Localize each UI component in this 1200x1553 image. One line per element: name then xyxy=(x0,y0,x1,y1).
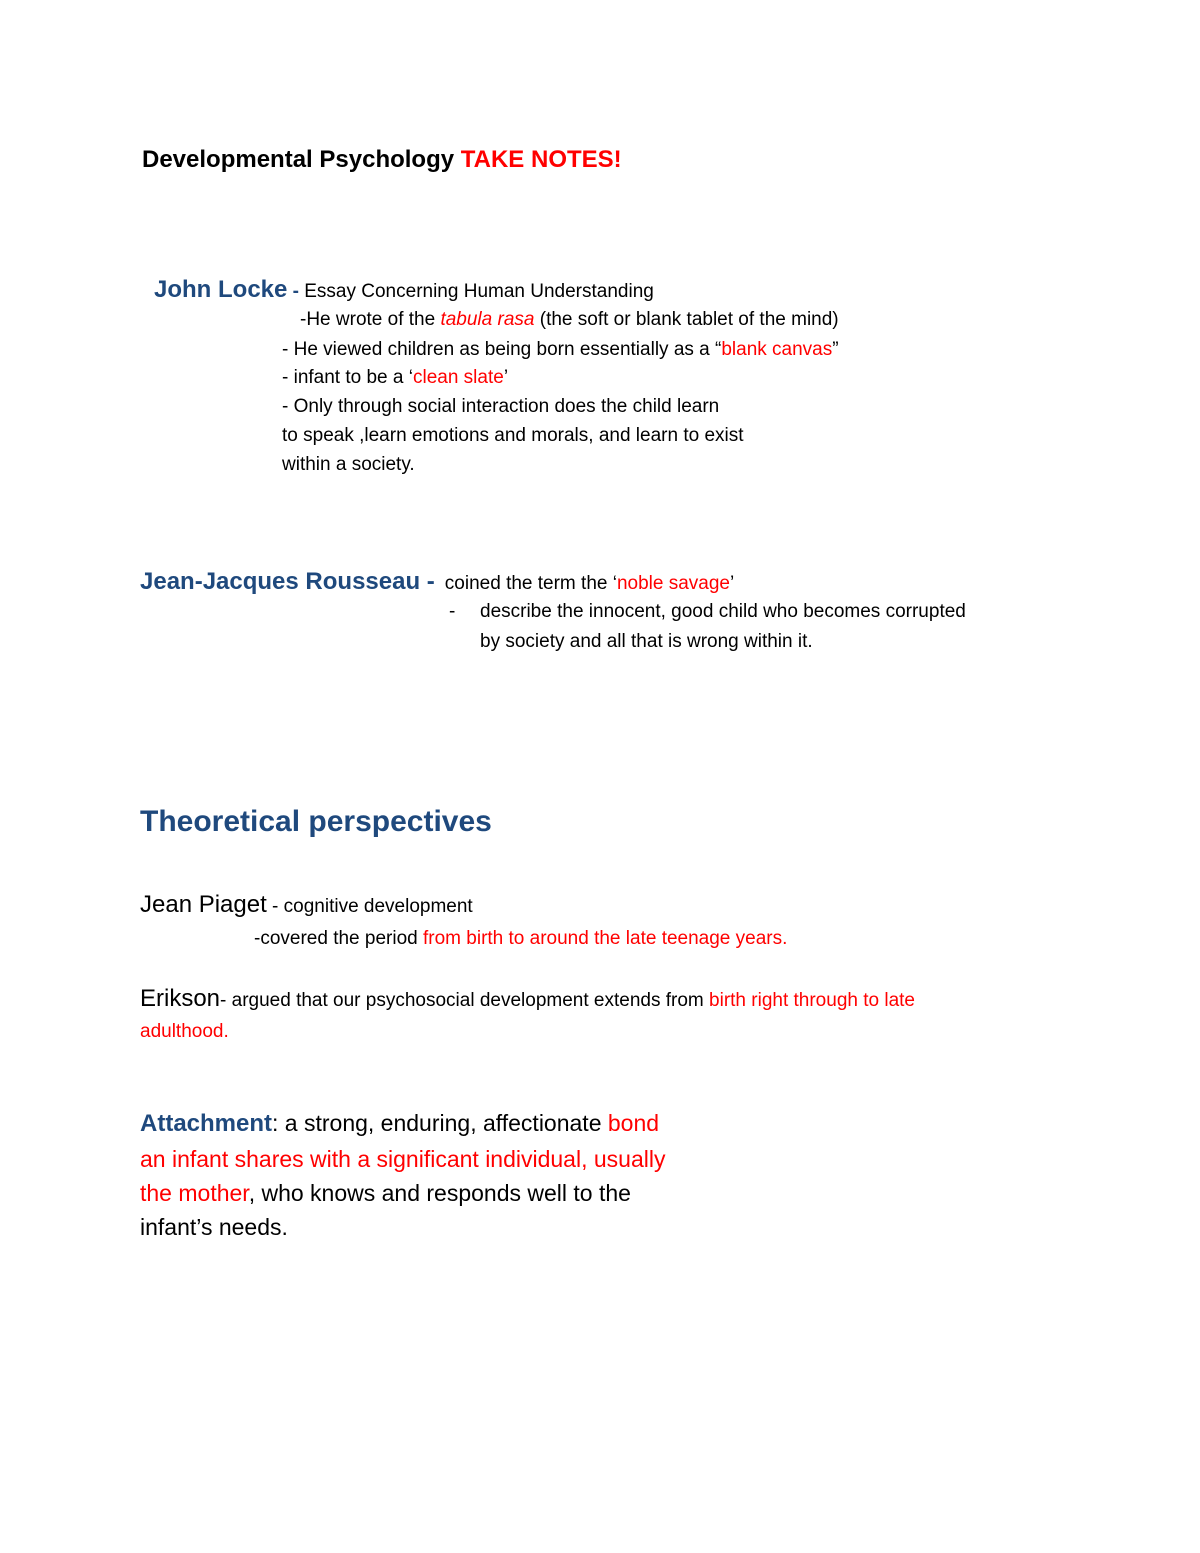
locke-line-1-tail: (the soft or blank tablet of the mind) xyxy=(534,309,839,330)
attachment-line-1-text: : a strong, enduring, affectionate xyxy=(272,1110,608,1136)
locke-line-tabula-rasa xyxy=(300,309,839,332)
locke-term-blank-canvas: blank canvas xyxy=(721,339,833,360)
piaget-line-1-text: -covered the period xyxy=(254,928,423,949)
locke-line-5: to speak ,learn emotions and morals, and learn to exist xyxy=(282,425,744,446)
rousseau-line-0-text: coined the term the ‘ xyxy=(444,573,617,594)
title-main: Developmental Psychology xyxy=(142,146,455,173)
erikson-name: Erikson xyxy=(140,985,221,1012)
piaget-name: Jean Piaget xyxy=(140,891,267,918)
attachment-highlight-mother: the mother xyxy=(140,1180,249,1206)
erikson-line-2: adulthood. xyxy=(140,1021,229,1042)
locke-term-clean-slate: clean slate xyxy=(412,367,504,388)
locke-line-3-tail: ’ xyxy=(503,367,509,388)
attachment-line-3-text: , who knows and responds well to the xyxy=(248,1180,631,1206)
section-heading-perspectives: Theoretical perspectives xyxy=(140,805,492,838)
attachment-line-1 xyxy=(140,1110,659,1139)
attachment-line-2: an infant shares with a significant individual, usually xyxy=(140,1146,666,1172)
attachment-line-4: infant’s needs. xyxy=(140,1214,288,1240)
rousseau-line-2: by society and all that is wrong within it. xyxy=(480,631,813,652)
locke-line-6: within a society. xyxy=(282,454,415,475)
piaget-description: - cognitive development xyxy=(266,896,473,917)
rousseau-term-noble-savage: noble savage xyxy=(616,573,730,594)
locke-term-tabula-rasa: tabula rasa xyxy=(440,309,535,330)
piaget-heading xyxy=(140,891,473,920)
locke-heading xyxy=(154,276,654,305)
locke-line-4: - Only through social interaction does the child learn xyxy=(282,396,720,417)
erikson-highlight: birth right through to late xyxy=(709,990,915,1011)
erikson-line-1-text: argued that our psychosocial development extends from xyxy=(231,990,710,1011)
attachment-highlight-bond: bond xyxy=(607,1110,660,1136)
locke-line-2-tail: ” xyxy=(832,339,839,360)
title-accent: TAKE NOTES! xyxy=(460,146,622,173)
piaget-highlight: from birth to around the late teenage years. xyxy=(423,928,788,949)
locke-work: Essay Concerning Human Understanding xyxy=(304,281,654,302)
page-title xyxy=(142,146,622,175)
rousseau-line-1 xyxy=(449,601,966,624)
rousseau-heading xyxy=(140,568,734,597)
attachment-term: Attachment xyxy=(140,1110,273,1137)
erikson-line-1 xyxy=(140,985,915,1014)
locke-line-2-text: - He viewed children as being born essentially as a “ xyxy=(282,339,722,360)
locke-line-clean-slate xyxy=(282,367,508,390)
rousseau-line-1-text: describe the innocent, good child who becomes corrupted xyxy=(480,601,966,622)
rousseau-line-0-tail: ’ xyxy=(730,573,735,594)
locke-line-3-text: - infant to be a ‘ xyxy=(282,367,413,388)
locke-name: John Locke xyxy=(154,276,288,303)
erikson-separator: - xyxy=(220,990,232,1011)
locke-line-1-text: -He wrote of the xyxy=(300,309,441,330)
rousseau-bullet-dash: - xyxy=(449,601,456,622)
locke-separator: - xyxy=(287,281,305,302)
piaget-line-1 xyxy=(254,928,787,951)
attachment-line-3 xyxy=(140,1180,631,1208)
locke-line-blank-canvas xyxy=(282,339,839,362)
rousseau-name: Jean-Jacques Rousseau - xyxy=(140,568,435,595)
